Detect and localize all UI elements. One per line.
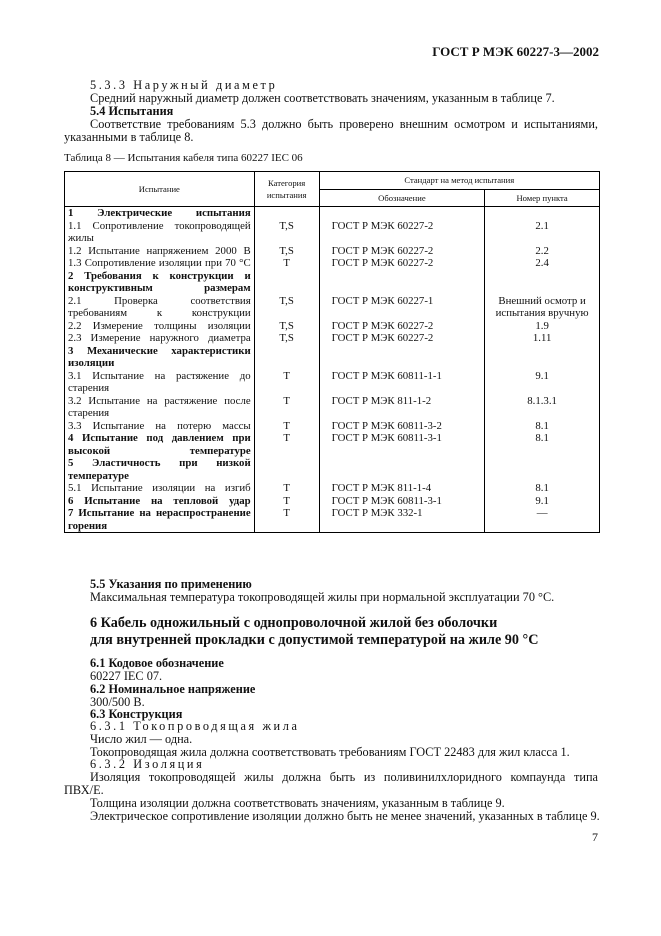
cell-test: 1.1 Сопротивление токопроводящей жилы bbox=[65, 220, 255, 245]
table-row bbox=[65, 207, 600, 220]
table-row bbox=[65, 295, 600, 320]
cell-clause bbox=[485, 457, 600, 482]
page-number: 7 bbox=[592, 830, 598, 844]
table-row bbox=[65, 320, 600, 333]
table-row bbox=[65, 245, 600, 258]
cell-designation: ГОСТ Р МЭК 60811-3-1 bbox=[319, 495, 485, 508]
col-header-designation: Обозначение bbox=[319, 189, 485, 207]
cell-category: T bbox=[254, 395, 319, 420]
cell-designation bbox=[319, 457, 485, 482]
cell-clause: 2.1 bbox=[485, 220, 600, 245]
cell-clause: 8.1 bbox=[485, 482, 600, 495]
section-5-5-title: 5.5 Указания по применению bbox=[90, 577, 252, 591]
section-6-3-2-text-2: Толщина изоляции должна соответствовать значениям, указанным в таблице 9. bbox=[90, 796, 505, 810]
table-row bbox=[65, 420, 600, 433]
cell-clause bbox=[485, 345, 600, 370]
cell-test: 5 Эластичность при низкой температуре bbox=[65, 457, 255, 482]
cell-designation: ГОСТ Р МЭК 332-1 bbox=[319, 507, 485, 533]
cell-designation: ГОСТ Р МЭК 60227-2 bbox=[319, 320, 485, 333]
section-6-title-line2: для внутренней прокладки с допустимой температурой на жиле 90 °С bbox=[90, 632, 539, 648]
cell-category: T,S bbox=[254, 220, 319, 245]
cell-test: 4 Испытание под давлением при высокой температуре bbox=[65, 432, 255, 457]
cell-category: T bbox=[254, 482, 319, 495]
table-row bbox=[65, 270, 600, 295]
col-header-standard: Стандарт на метод испытания bbox=[319, 172, 599, 190]
section-6-3-2-text-1b: ПВХ/Е. bbox=[64, 783, 104, 797]
table-row bbox=[65, 457, 600, 482]
cell-category bbox=[254, 345, 319, 370]
table-row bbox=[65, 345, 600, 370]
cell-designation: ГОСТ Р МЭК 60227-1 bbox=[319, 295, 485, 320]
cell-designation: ГОСТ Р МЭК 60811-3-2 bbox=[319, 420, 485, 433]
section-6-3-1-text-1: Число жил — одна. bbox=[90, 732, 193, 746]
section-6-1-text: 60227 IEC 07. bbox=[90, 669, 163, 683]
cell-clause: 2.2 bbox=[485, 245, 600, 258]
cell-clause bbox=[485, 270, 600, 295]
cell-designation: ГОСТ Р МЭК 60227-2 bbox=[319, 245, 485, 258]
cell-category bbox=[254, 457, 319, 482]
cell-designation: ГОСТ Р МЭК 60227-2 bbox=[319, 332, 485, 345]
cell-clause: 9.1 bbox=[485, 370, 600, 395]
section-6-3-title: 6.3 Конструкция bbox=[90, 707, 183, 721]
cell-designation: ГОСТ Р МЭК 811-1-4 bbox=[319, 482, 485, 495]
table-row bbox=[65, 257, 600, 270]
cell-designation: ГОСТ Р МЭК 60227-2 bbox=[319, 257, 485, 270]
section-5-5-text: Максимальная температура токопроводящей жилы при нормальной эксплуатации 70 °С. bbox=[90, 590, 555, 604]
cell-clause: 9.1 bbox=[485, 495, 600, 508]
table-row bbox=[65, 482, 600, 495]
cell-designation: ГОСТ Р МЭК 60811-1-1 bbox=[319, 370, 485, 395]
section-6-3-1-text-2: Токопроводящая жила должна соответствовать требованиям ГОСТ 22483 для жил класса 1. bbox=[90, 745, 570, 759]
cell-category bbox=[254, 207, 319, 220]
cell-test: 3 Механические характеристики изоляции bbox=[65, 345, 255, 370]
cell-category: T bbox=[254, 495, 319, 508]
cell-category: T,S bbox=[254, 295, 319, 320]
cell-category: T bbox=[254, 432, 319, 457]
section-6-3-1-title: 6.3.1 Токопроводящая жила bbox=[90, 719, 300, 733]
section-6-2-text: 300/500 В. bbox=[90, 695, 145, 709]
section-5-4-text-line1: Соответствие требованиям 5.3 должно быть проверено внешним осмотром и испытаниями, bbox=[90, 117, 598, 131]
section-5-4-text-line2: указанными в таблице 8. bbox=[64, 130, 194, 144]
cell-designation: ГОСТ Р МЭК 811-1-2 bbox=[319, 395, 485, 420]
cell-designation: ГОСТ Р МЭК 60811-3-1 bbox=[319, 432, 485, 457]
cell-test: 5.1 Испытание изоляции на изгиб bbox=[65, 482, 255, 495]
table-row bbox=[65, 395, 600, 420]
section-6-3-2-text-3: Электрическое сопротивление изоляции должно быть не менее значений, указанных в таблице 9. bbox=[90, 809, 600, 823]
section-6-2-title: 6.2 Номинальное напряжение bbox=[90, 682, 256, 696]
col-header-category: Категория испытания bbox=[254, 172, 319, 207]
section-5-3-3-title: 5.3.3 Наружный диаметр bbox=[90, 78, 278, 92]
cell-category: T bbox=[254, 507, 319, 533]
cell-test: 1 Электрические испытания bbox=[65, 207, 255, 220]
cell-test: 6 Испытание на тепловой удар bbox=[65, 495, 255, 508]
section-6-3-2-text-1a: Изоляция токопроводящей жилы должна быть из поливинилхлоридного компаунда типа bbox=[90, 770, 598, 784]
cell-test: 3.3 Испытание на потерю массы bbox=[65, 420, 255, 433]
table-row bbox=[65, 370, 600, 395]
section-5-4-title: 5.4 Испытания bbox=[90, 104, 174, 118]
cell-category: T bbox=[254, 257, 319, 270]
cell-clause: 8.1 bbox=[485, 432, 600, 457]
cell-test: 1.2 Испытание напряжением 2000 В bbox=[65, 245, 255, 258]
cell-designation bbox=[319, 270, 485, 295]
cell-clause: 2.4 bbox=[485, 257, 600, 270]
page-header: ГОСТ Р МЭК 60227-3—2002 bbox=[432, 44, 599, 59]
cell-test: 3.1 Испытание на растяжение до старения bbox=[65, 370, 255, 395]
table-caption: Таблица 8 — Испытания кабеля типа 60227 IEC 06 bbox=[64, 152, 303, 164]
cell-test: 3.2 Испытание на растяжение после старения bbox=[65, 395, 255, 420]
section-6-3-2-title: 6.3.2 Изоляция bbox=[90, 757, 205, 771]
cell-clause: 1.11 bbox=[485, 332, 600, 345]
cell-category: T,S bbox=[254, 332, 319, 345]
cell-designation bbox=[319, 207, 485, 220]
col-header-clause: Номер пункта bbox=[485, 189, 600, 207]
table-row bbox=[65, 332, 600, 345]
cell-clause: Внешний осмотр и испытания вручную bbox=[485, 295, 600, 320]
table-row bbox=[65, 507, 600, 533]
cell-test: 2.2 Измерение толщины изоляции bbox=[65, 320, 255, 333]
cell-test: 7 Испытание на нераспространение горения bbox=[65, 507, 255, 533]
cell-designation bbox=[319, 345, 485, 370]
section-6-1-title: 6.1 Кодовое обозначение bbox=[90, 656, 224, 670]
cell-clause bbox=[485, 207, 600, 220]
cell-clause: 8.1.3.1 bbox=[485, 395, 600, 420]
cell-category: T,S bbox=[254, 320, 319, 333]
cell-test: 2 Требования к конструкции и конструктивным размерам bbox=[65, 270, 255, 295]
cell-clause: 8.1 bbox=[485, 420, 600, 433]
section-5-3-3-text: Средний наружный диаметр должен соответствовать значениям, указанным в таблице 7. bbox=[90, 91, 555, 105]
cell-test: 1.3 Сопротивление изоляции при 70 °С bbox=[65, 257, 255, 270]
section-6-title-line1: 6 Кабель одножильный с однопроволочной жилой без оболочки bbox=[90, 615, 498, 631]
cell-test: 2.3 Измерение наружного диаметра bbox=[65, 332, 255, 345]
table-8 bbox=[64, 171, 600, 533]
cell-clause: 1.9 bbox=[485, 320, 600, 333]
cell-clause: — bbox=[485, 507, 600, 533]
table-row bbox=[65, 495, 600, 508]
cell-test: 2.1 Проверка соответствия требованиям к конструкции bbox=[65, 295, 255, 320]
cell-category bbox=[254, 270, 319, 295]
cell-category: T,S bbox=[254, 245, 319, 258]
col-header-test: Испытание bbox=[65, 172, 255, 207]
cell-designation: ГОСТ Р МЭК 60227-2 bbox=[319, 220, 485, 245]
table-row bbox=[65, 220, 600, 245]
cell-category: T bbox=[254, 420, 319, 433]
table-row bbox=[65, 432, 600, 457]
cell-category: T bbox=[254, 370, 319, 395]
